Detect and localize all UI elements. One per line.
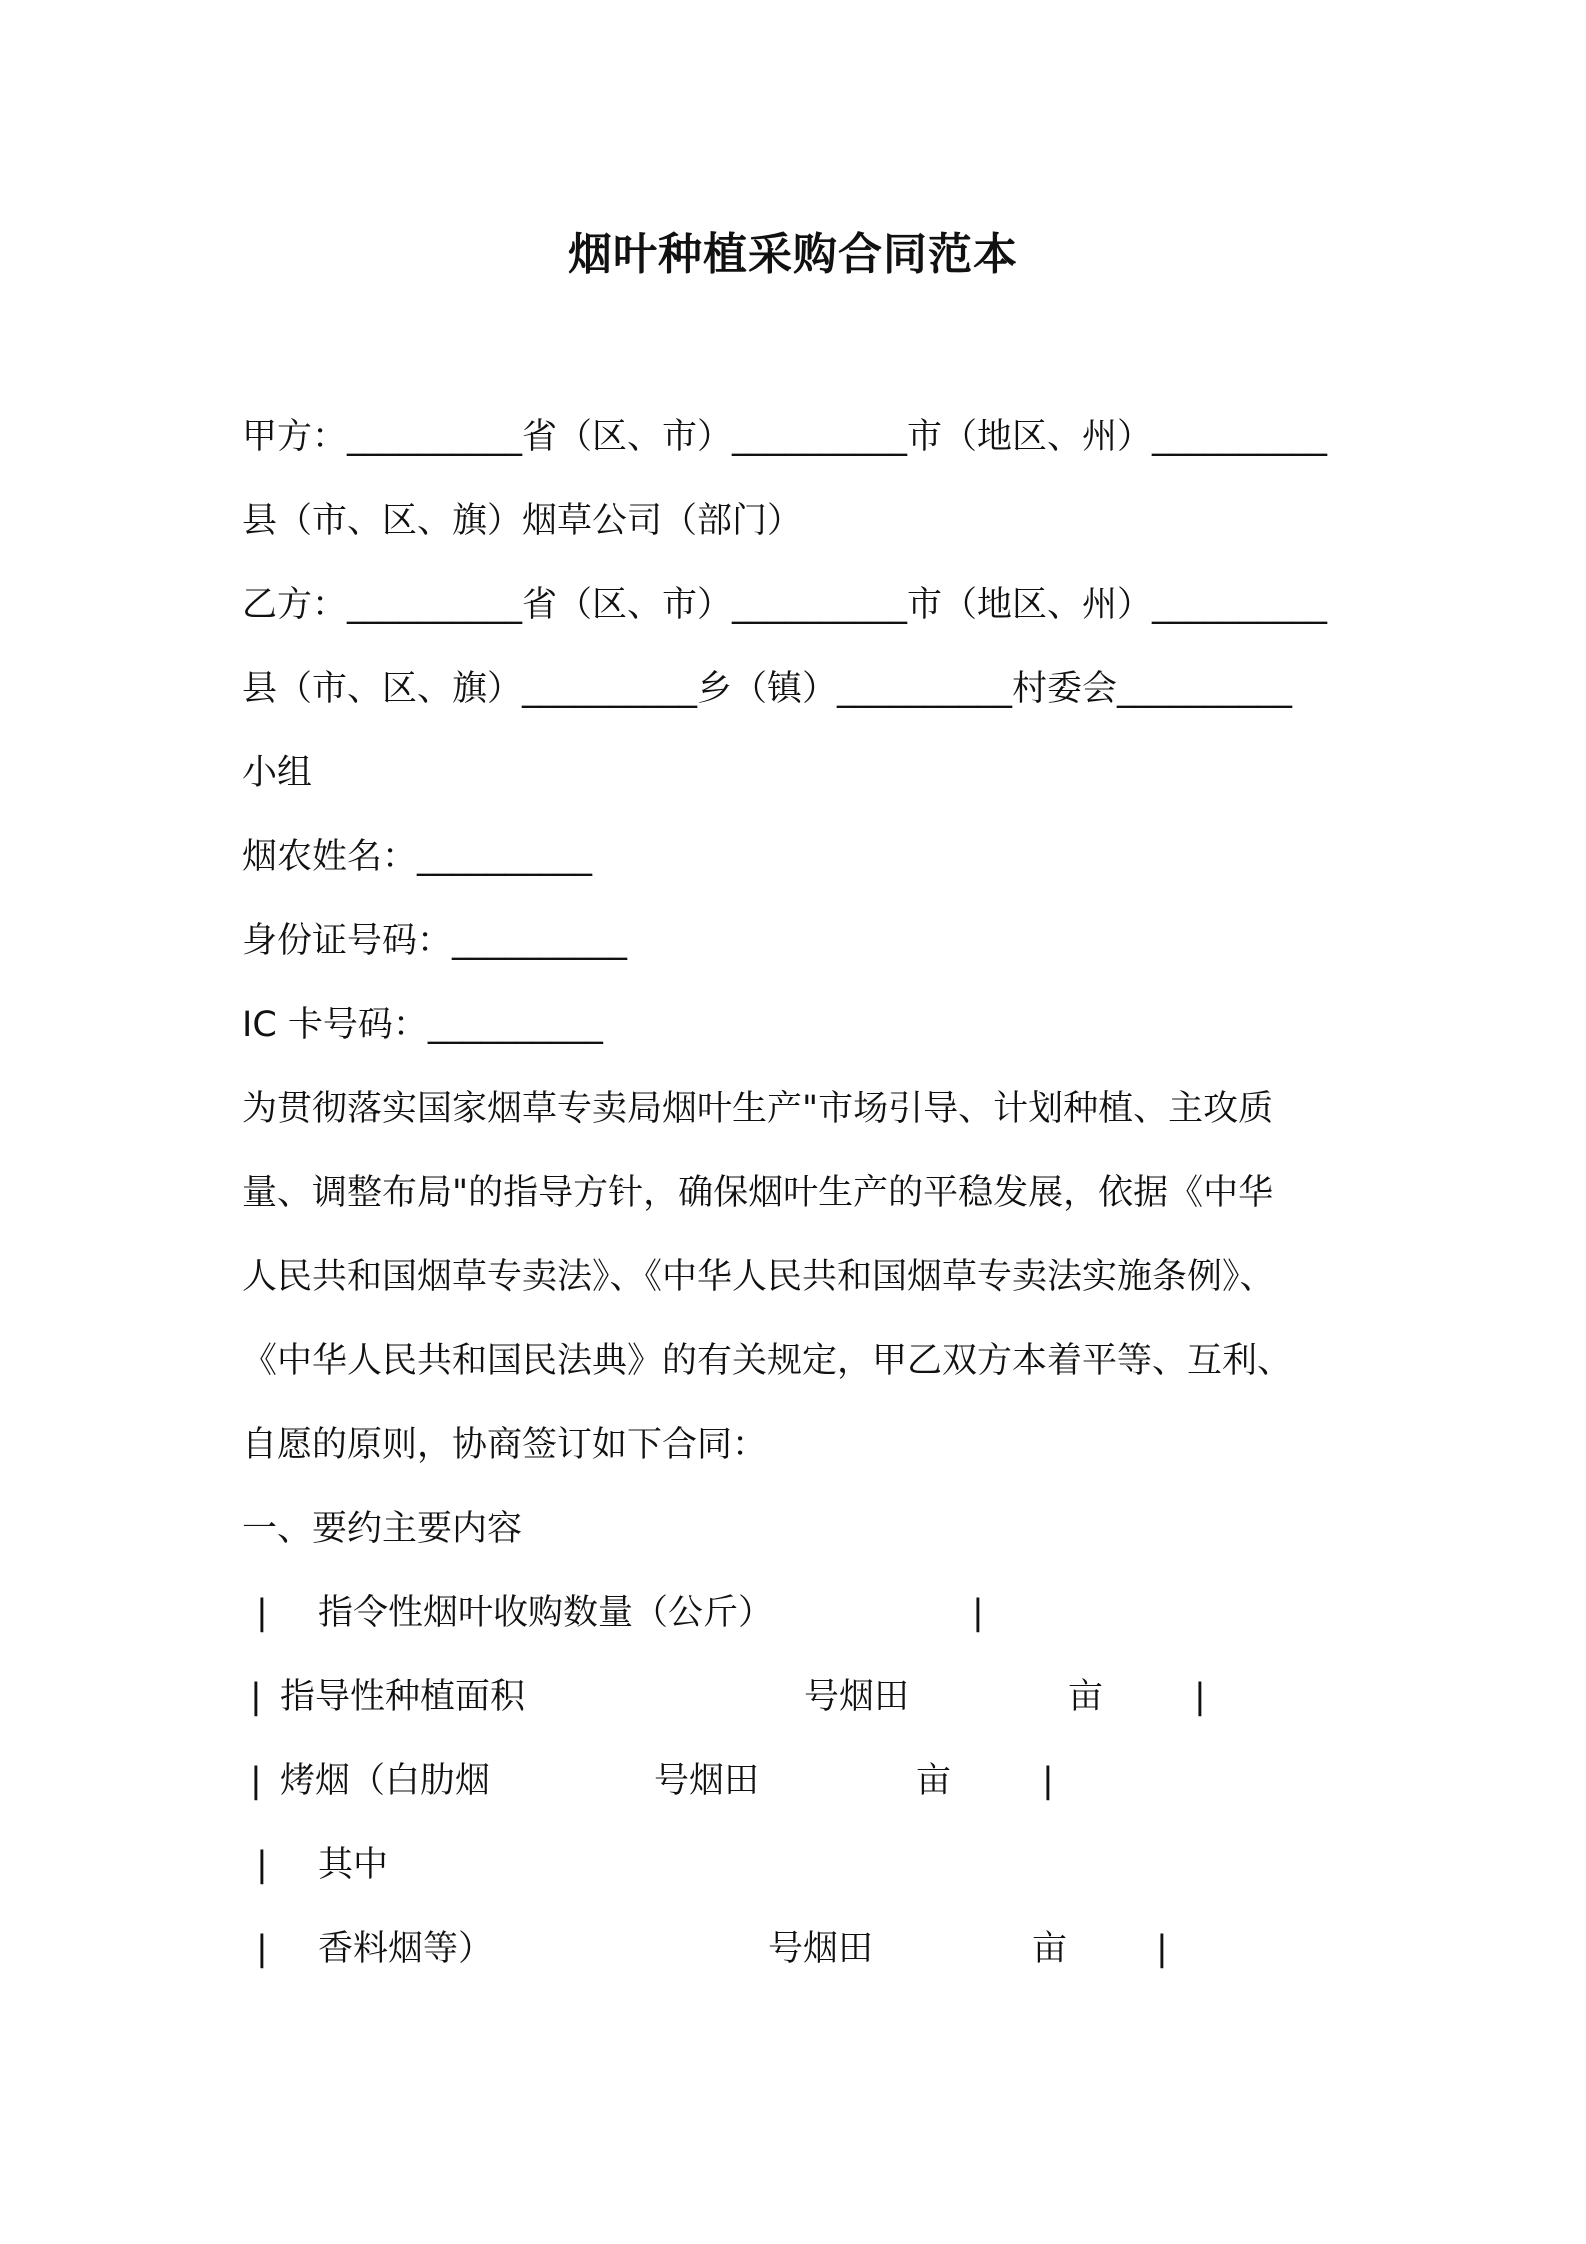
table-row-bar-left: | bbox=[256, 1845, 268, 1885]
table-row-label: 指导性种植面积 bbox=[280, 1677, 526, 1717]
party-a-line-1: 甲方：__________省（区、市）__________市（地区、州）__________ bbox=[242, 417, 1328, 457]
table-row-label: 其中 bbox=[318, 1845, 389, 1885]
table-row-bar-left: | bbox=[250, 1677, 262, 1717]
id-number-line: 身份证号码：__________ bbox=[242, 921, 628, 961]
table-row-unit: 亩 bbox=[1032, 1929, 1068, 1969]
table-row-unit: 亩 bbox=[916, 1761, 952, 1801]
table-row bbox=[242, 1840, 1362, 1890]
farmer-name-line: 烟农姓名：__________ bbox=[242, 837, 593, 877]
table-row bbox=[242, 1756, 1362, 1806]
table-row-label: 烤烟（白肋烟 bbox=[280, 1761, 491, 1801]
table-row-unit: 亩 bbox=[1068, 1677, 1104, 1717]
ic-card-line: IC 卡号码：__________ bbox=[242, 1005, 603, 1045]
preamble-line-1: 为贯彻落实国家烟草专卖局烟叶生产"市场引导、计划种植、主攻质 bbox=[242, 1089, 1274, 1129]
table-row-field-number: 号烟田 bbox=[768, 1929, 874, 1969]
document-title: 烟叶种植采购合同范本 bbox=[568, 229, 1018, 280]
table-row-bar-right: | bbox=[1156, 1929, 1168, 1969]
table-row-bar-left: | bbox=[256, 1593, 268, 1633]
party-b-line-3: 小组 bbox=[242, 753, 313, 793]
table-row-bar-right: | bbox=[972, 1593, 984, 1633]
table-row-bar-right: | bbox=[1042, 1761, 1054, 1801]
table-row-bar-left: | bbox=[256, 1929, 268, 1969]
preamble-line-5: 自愿的原则，协商签订如下合同： bbox=[242, 1425, 768, 1465]
preamble-line-4: 《中华人民共和国民法典》的有关规定，甲乙双方本着平等、互利、 bbox=[242, 1341, 1293, 1381]
table-row-field-number: 号烟田 bbox=[654, 1761, 760, 1801]
table-row-bar-left: | bbox=[250, 1761, 262, 1801]
table-row-bar-right: | bbox=[1194, 1677, 1206, 1717]
table-row-label: 指令性烟叶收购数量（公斤） bbox=[318, 1593, 774, 1633]
table-row bbox=[242, 1924, 1362, 1974]
section-heading: 一、要约主要内容 bbox=[242, 1509, 523, 1549]
table-row-label: 香料烟等） bbox=[318, 1929, 494, 1969]
party-b-line-2: 县（市、区、旗）__________乡（镇）__________村委会__________ bbox=[242, 669, 1293, 709]
party-b-line-1: 乙方：__________省（区、市）__________市（地区、州）__________ bbox=[242, 585, 1328, 625]
table-row bbox=[242, 1588, 1362, 1638]
party-a-line-2: 县（市、区、旗）烟草公司（部门） bbox=[242, 501, 803, 541]
table-row bbox=[242, 1672, 1362, 1722]
preamble-line-3: 人民共和国烟草专卖法》、《中华人民共和国烟草专卖法实施条例》、 bbox=[242, 1257, 1275, 1297]
table-row-field-number: 号烟田 bbox=[804, 1677, 910, 1717]
preamble-line-2: 量、调整布局"的指导方针，确保烟叶生产的平稳发展，依据《中华 bbox=[242, 1173, 1274, 1213]
